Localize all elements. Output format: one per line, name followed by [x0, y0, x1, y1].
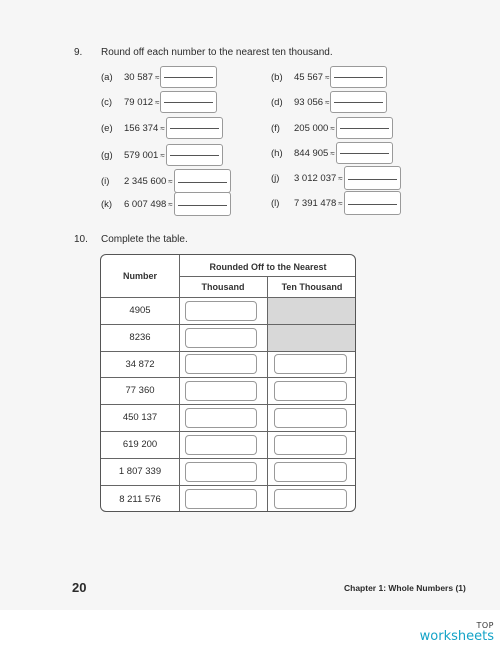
item-value: 205 000 [294, 122, 329, 134]
q9-item-a [101, 66, 217, 88]
item-value: 30 587 [124, 71, 154, 83]
answer-box-i[interactable] [174, 169, 231, 193]
header-thousand: Thousand [201, 281, 245, 292]
item-label: (k) [101, 198, 113, 210]
item-label: (g) [101, 149, 113, 161]
brand-logo [420, 622, 494, 643]
table-row-number: 1 807 339 [118, 466, 162, 477]
question-10-number: 10. [74, 234, 88, 245]
answer-box-g[interactable] [166, 144, 223, 166]
table-row-number: 34 872 [125, 358, 155, 370]
approx-symbol: ≈ [325, 72, 330, 82]
q9-item-i [101, 170, 231, 192]
answer-box-thousand[interactable] [185, 381, 257, 401]
q9-item-b [271, 66, 387, 88]
question-9-instruction: Round off each number to the nearest ten thousand. [101, 47, 333, 58]
approx-symbol: ≈ [325, 97, 330, 107]
header-number: Number [122, 271, 157, 281]
answer-box-h[interactable] [336, 142, 393, 164]
item-label: (e) [101, 122, 113, 134]
item-value: 156 374 [124, 122, 159, 134]
item-value: 7 391 478 [294, 197, 337, 209]
approx-symbol: ≈ [168, 199, 173, 209]
item-label: (b) [271, 71, 283, 83]
item-label: (c) [101, 96, 113, 108]
answer-box-d[interactable] [330, 91, 387, 113]
approx-symbol: ≈ [338, 198, 343, 208]
q9-item-c [101, 91, 217, 113]
approx-symbol: ≈ [155, 97, 160, 107]
item-value: 6 007 498 [124, 198, 167, 210]
answer-box-thousand[interactable] [185, 435, 257, 455]
question-9-number: 9. [74, 47, 83, 58]
table-row-number: 450 137 [122, 412, 158, 423]
answer-box-ten-thousand[interactable] [274, 489, 347, 509]
item-label: (j) [271, 172, 280, 184]
approx-symbol: ≈ [330, 148, 335, 158]
q9-item-l [271, 192, 401, 214]
approx-symbol: ≈ [155, 72, 160, 82]
chapter-title: Chapter 1: Whole Numbers (1) [344, 583, 466, 593]
approx-symbol: ≈ [160, 123, 165, 133]
item-label: (d) [271, 96, 283, 108]
approx-symbol: ≈ [330, 123, 335, 133]
q9-item-e [101, 117, 223, 139]
answer-box-f[interactable] [336, 117, 393, 139]
item-value: 2 345 600 [124, 175, 167, 187]
item-value: 3 012 037 [294, 172, 337, 184]
answer-box-k[interactable] [174, 192, 231, 216]
answer-box-b[interactable] [330, 66, 387, 88]
answer-box-ten-thousand[interactable] [274, 381, 347, 401]
table-row-number: 8 211 576 [119, 493, 161, 505]
answer-box-j[interactable] [344, 166, 401, 190]
item-value: 79 012 [124, 96, 154, 108]
header-rounded-group: Rounded Off to the Nearest [209, 261, 327, 272]
item-value: 45 567 [294, 71, 324, 83]
item-label: (a) [101, 71, 113, 83]
q9-item-g [101, 144, 223, 166]
q9-item-f [271, 117, 393, 139]
column-divider [267, 276, 268, 512]
q9-item-j [271, 167, 401, 189]
table-row-number: 8236 [129, 332, 151, 343]
table-row-number: 619 200 [122, 439, 158, 450]
header-ten-thousand: Ten Thousand [281, 281, 343, 292]
rounding-table [100, 254, 356, 512]
brand-top: TOP [476, 621, 494, 630]
answer-box-l[interactable] [344, 191, 401, 215]
q9-item-k [101, 193, 231, 215]
approx-symbol: ≈ [160, 150, 165, 160]
answer-box-ten-thousand[interactable] [274, 408, 347, 428]
answer-box-ten-thousand[interactable] [274, 354, 347, 374]
approx-symbol: ≈ [338, 173, 343, 183]
answer-box-thousand[interactable] [185, 328, 257, 348]
q9-item-d [271, 91, 387, 113]
item-label: (i) [101, 175, 110, 187]
item-value: 93 056 [294, 96, 324, 108]
answer-box-thousand[interactable] [185, 408, 257, 428]
answer-box-thousand[interactable] [185, 462, 257, 482]
table-row-number: 77 360 [125, 385, 155, 396]
item-label: (f) [271, 122, 280, 134]
answer-box-ten-thousand[interactable] [274, 462, 347, 482]
answer-box-thousand[interactable] [185, 489, 257, 509]
row-divider [179, 276, 356, 277]
item-label: (l) [271, 197, 280, 209]
item-label: (h) [271, 147, 283, 159]
answer-box-thousand[interactable] [185, 354, 257, 374]
answer-box-thousand[interactable] [185, 301, 257, 321]
item-value: 844 905 [294, 147, 329, 159]
q9-item-h [271, 142, 393, 164]
page-number: 20 [72, 580, 87, 595]
answer-box-c[interactable] [160, 91, 217, 113]
question-10-instruction: Complete the table. [101, 234, 188, 245]
brand-name: worksheets [419, 629, 494, 644]
item-value: 579 001 [124, 149, 159, 161]
answer-box-ten-thousand[interactable] [274, 435, 347, 455]
answer-box-e[interactable] [166, 117, 223, 139]
answer-box-a[interactable] [160, 66, 217, 88]
column-divider [179, 255, 180, 512]
table-row-number: 4905 [129, 305, 151, 316]
approx-symbol: ≈ [168, 176, 173, 186]
